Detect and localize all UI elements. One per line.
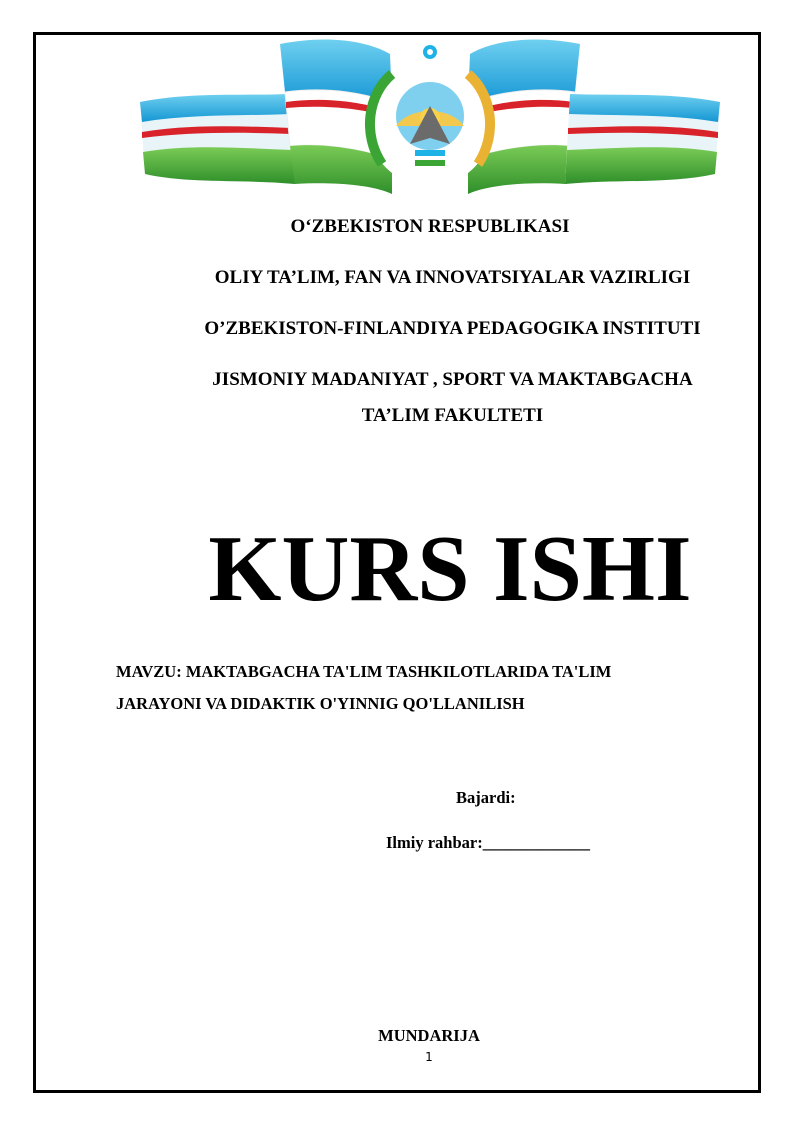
state-emblem-with-flag-ribbon <box>130 34 730 204</box>
document-title: KURS ISHI <box>208 517 692 621</box>
page-number: 1 <box>425 1050 433 1064</box>
performer-label: Bajardi: <box>456 788 516 807</box>
ministry-name: OLIY TA’LIM, FAN VA INNOVATSIYALAR VAZIRLIGI <box>214 267 691 288</box>
republic-name: O‘ZBEKISTON RESPUBLIKASI <box>290 216 570 237</box>
faculty-name-line1: JISMONIY MADANIYAT , SPORT VA MAKTABGACHA <box>212 369 693 390</box>
faculty-name-line2: TA’LIM FAKULTETI <box>361 405 544 426</box>
topic-line1: MAVZU: MAKTABGACHA TA'LIM TASHKILOTLARIDA TA'LIM <box>116 662 612 681</box>
contents-heading: MUNDARIJA <box>378 1026 480 1045</box>
topic-line2: JARAYONI VA DIDAKTIK O'YINNIG QO'LLANILISH <box>116 694 525 713</box>
supervisor-label: Ilmiy rahbar:_____________ <box>386 833 590 852</box>
institute-name: O’ZBEKISTON-FINLANDIYA PEDAGOGIKA INSTITUTI <box>204 318 701 339</box>
